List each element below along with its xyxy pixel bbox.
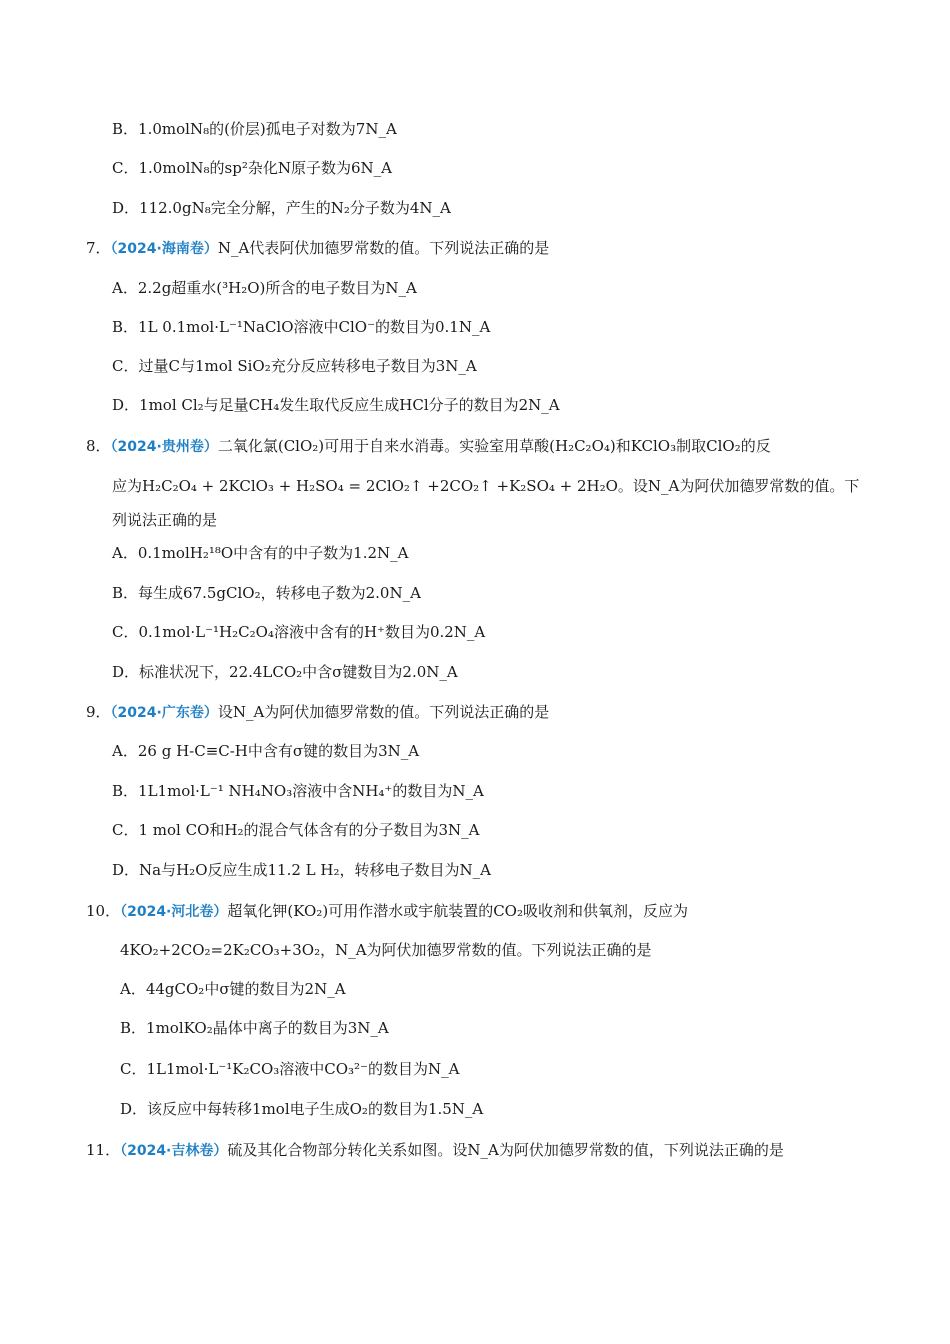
option-label: A． [120, 980, 146, 998]
option-text: 2.2g超重水(³H₂O)所含的电子数目为N_A [137, 279, 417, 297]
option-label: A． [112, 279, 138, 297]
question-number: 9． [86, 703, 111, 721]
option-label: D． [112, 396, 140, 414]
q8-option-d [112, 661, 458, 683]
question-text: 设N_A为阿伏加德罗常数的值。下列说法正确的是 [217, 703, 550, 721]
option-label: B． [112, 120, 139, 138]
option-text: 标准状况下，22.4LCO₂中含σ键数目为2.0N_A [139, 663, 458, 681]
option-label: D． [112, 663, 140, 681]
question-text: 二氧化氯(ClO₂)可用于自来水消毒。实验室用草酸(H₂C₂O₄)和KClO₃制取ClO₂的反 [217, 437, 771, 455]
option-label: A． [112, 742, 138, 760]
question-number: 7． [86, 239, 111, 257]
question-source: （2024·河北卷） [120, 904, 228, 920]
q10-option-b [120, 1017, 389, 1039]
q6-option-b [112, 118, 397, 140]
question-text: 4KO₂+2CO₂=2K₂CO₃+3O₂，N_A为阿伏加德罗常数的值。下列说法正确的是 [120, 941, 652, 959]
q7-option-d [112, 394, 560, 416]
q7-option-b [112, 316, 490, 338]
q8-option-b [112, 582, 421, 604]
question-text: 硫及其化合物部分转化关系如图。设N_A为阿伏加德罗常数的值，下列说法正确的是 [227, 1141, 784, 1159]
option-text: 0.1mol·L⁻¹H₂C₂O₄溶液中含有的H⁺数目为0.2N_A [138, 623, 486, 641]
question-number: 10． [86, 902, 121, 920]
option-label: B． [112, 584, 139, 602]
option-text: 26 g H-C≡C-H中含有σ键的数目为3N_A [137, 742, 420, 760]
q8-option-a [112, 542, 408, 564]
question-source: （2024·广东卷） [110, 705, 218, 721]
q9-option-c [112, 819, 480, 841]
option-label: B． [120, 1019, 147, 1037]
option-text: 112.0gN₈完全分解，产生的N₂分子数为4N_A [139, 199, 451, 217]
question-number: 11． [86, 1141, 121, 1159]
option-label: D． [112, 199, 140, 217]
option-text: 44gCO₂中σ键的数目为2N_A [145, 980, 346, 998]
question-source: （2024·吉林卷） [120, 1143, 228, 1159]
option-label: D． [112, 861, 140, 879]
question-source: （2024·贵州卷） [110, 439, 218, 455]
option-label: C． [112, 821, 139, 839]
option-text: 1L 0.1mol·L⁻¹NaClO溶液中ClO⁻的数目为0.1N_A [138, 318, 491, 336]
q7-stem [86, 237, 549, 260]
q6-option-d [112, 197, 451, 219]
option-label: C． [112, 159, 139, 177]
option-text: Na与H₂O反应生成11.2 L H₂，转移电子数目为N_A [139, 861, 491, 879]
option-text: 每生成67.5gClO₂，转移电子数为2.0N_A [138, 584, 421, 602]
q10-option-d [120, 1098, 483, 1120]
option-text: 0.1molH₂¹⁸O中含有的中子数为1.2N_A [137, 544, 409, 562]
q6-option-c [112, 157, 392, 179]
question-number: 8． [86, 437, 111, 455]
q8-option-c [112, 621, 485, 643]
option-label: C． [112, 623, 139, 641]
q9-option-b [112, 780, 484, 802]
q7-option-c [112, 355, 477, 377]
q8-stem-line2 [112, 475, 859, 497]
option-text: 1.0molN₈的(价层)孤电子对数为7N_A [138, 120, 397, 138]
question-text: 应为H₂C₂O₄ + 2KClO₃ + H₂SO₄ = 2ClO₂↑ +2CO₂↑ +K₂SO₄ + 2H₂O。设N_A为阿伏加德罗常数的值。下 [112, 477, 860, 495]
option-text: 1L1mol·L⁻¹K₂CO₃溶液中CO₃²⁻的数目为N_A [146, 1060, 460, 1078]
option-label: A． [112, 544, 138, 562]
option-text: 1.0molN₈的sp²杂化N原子数为6N_A [138, 159, 392, 177]
option-label: B． [112, 782, 139, 800]
option-text: 该反应中每转移1mol电子生成O₂的数目为1.5N_A [147, 1100, 484, 1118]
option-label: D． [120, 1100, 148, 1118]
option-label: C． [120, 1060, 147, 1078]
option-label: C． [112, 357, 139, 375]
q10-option-a [120, 978, 346, 1000]
option-text: 过量C与1mol SiO₂充分反应转移电子数目为3N_A [138, 357, 477, 375]
question-text: 列说法正确的是 [112, 511, 218, 529]
option-text: 1 mol CO和H₂的混合气体含有的分子数目为3N_A [138, 821, 480, 839]
q9-option-d [112, 859, 491, 881]
option-text: 1L1mol·L⁻¹ NH₄NO₃溶液中含NH₄⁺的数目为N_A [138, 782, 484, 800]
question-source: （2024·海南卷） [110, 241, 218, 257]
q10-stem-line1 [86, 900, 688, 923]
question-text: 超氧化钾(KO₂)可用作潜水或宇航装置的CO₂吸收剂和供氧剂，反应为 [227, 902, 688, 920]
q9-stem [86, 701, 549, 724]
q10-option-c [120, 1058, 459, 1080]
option-text: 1mol Cl₂与足量CH₄发生取代反应生成HCl分子的数目为2N_A [139, 396, 560, 414]
q11-stem [86, 1139, 784, 1162]
q8-stem-line3 [112, 509, 217, 531]
q8-stem-line1 [86, 435, 771, 458]
option-label: B． [112, 318, 139, 336]
q7-option-a [112, 277, 417, 299]
question-text: N_A代表阿伏加德罗常数的值。下列说法正确的是 [217, 239, 550, 257]
q9-option-a [112, 740, 419, 762]
option-text: 1molKO₂晶体中离子的数目为3N_A [146, 1019, 389, 1037]
q10-stem-line2 [120, 939, 652, 961]
